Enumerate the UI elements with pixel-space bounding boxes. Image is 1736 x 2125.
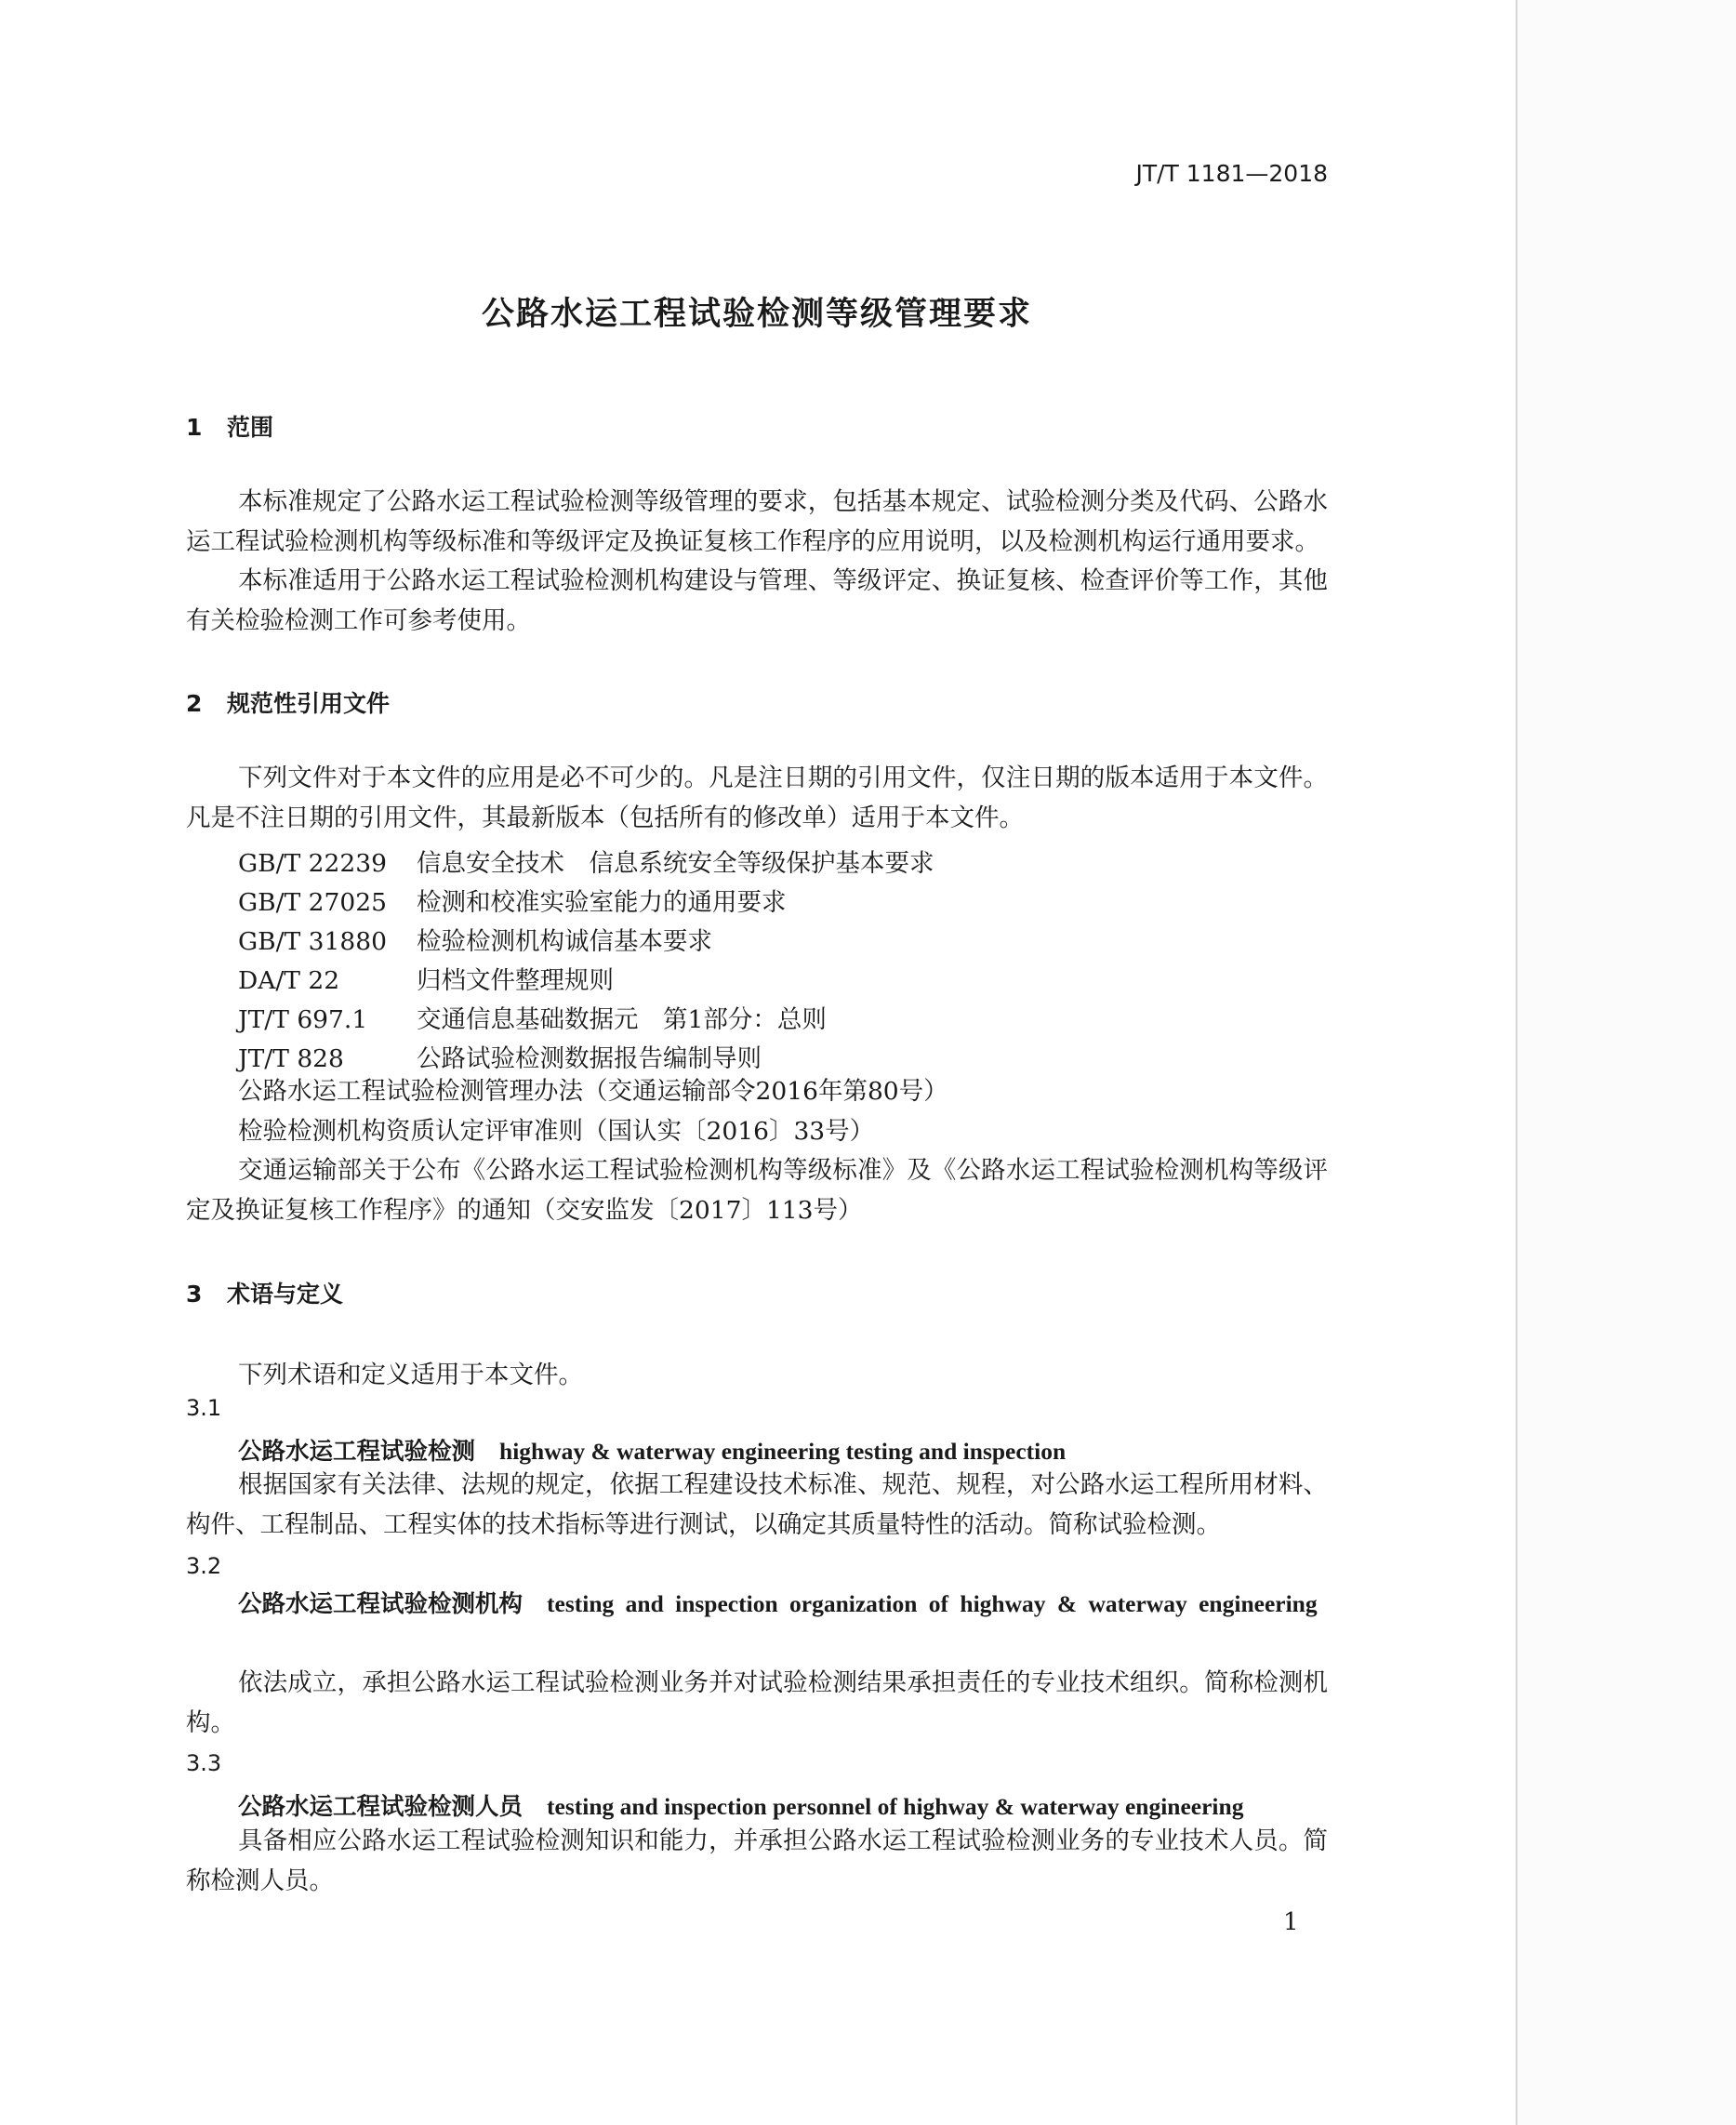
reference-code: GB/T 27025	[238, 888, 387, 917]
reference-code: DA/T 22	[238, 966, 340, 995]
reference-item	[238, 921, 712, 957]
reference-title: 归档文件整理规则	[417, 966, 614, 995]
paragraph: 本标准规定了公路水运工程试验检测等级管理的要求，包括基本规定、试验检测分类及代码、公路水运工程试验检测机构等级标准和等级评定及换证复核工作程序的应用说明，以及检测机构运行通用要求。	[186, 487, 1328, 556]
document-title: 公路水运工程试验检测等级管理要求	[481, 296, 1032, 333]
term-heading	[186, 1585, 1328, 1625]
reference-item	[238, 1038, 762, 1074]
paragraph: 依法成立，承担公路水运工程试验检测业务并对试验检测结果承担责任的专业技术组织。简称检测机构。	[186, 1668, 1328, 1737]
paragraph: 具备相应公路水运工程试验检测知识和能力，并承担公路水运工程试验检测业务的专业技术人员。简称检测人员。	[186, 1826, 1328, 1895]
term-zh: 公路水运工程试验检测人员	[238, 1793, 523, 1821]
page-number: 1	[1283, 1908, 1299, 1936]
reference-code: JT/T 697.1	[238, 1005, 368, 1034]
term-heading	[238, 1788, 1243, 1822]
term-en: testing and inspection personnel of highway & waterway engineering	[547, 1793, 1244, 1820]
reference-code: GB/T 31880	[238, 927, 387, 956]
term-number: 3.2	[186, 1553, 222, 1579]
section-3-title: 术语与定义	[227, 1281, 344, 1308]
term-zh: 公路水运工程试验检测机构	[238, 1590, 523, 1618]
reference-document: 交通运输部关于公布《公路水运工程试验检测机构等级标准》及《公路水运工程试验检测机构等级评定及换证复核工作程序》的通知（交安监发〔2017〕113号）	[186, 1156, 1328, 1225]
section-2-intro	[186, 759, 1328, 838]
reference-code: GB/T 22239	[238, 849, 387, 878]
reference-title: 公路试验检测数据报告编制导则	[417, 1044, 762, 1073]
term-number: 3.3	[186, 1750, 222, 1776]
term-definition	[186, 1664, 1328, 1743]
section-1-heading	[186, 409, 273, 443]
other-references	[186, 1072, 1328, 1230]
paragraph: 根据国家有关法律、法规的规定，依据工程建设技术标准、规范、规程，对公路水运工程所用材料、构件、工程制品、工程实体的技术指标等进行测试，以确定其质量特性的活动。简称试验检测。	[186, 1470, 1328, 1539]
section-1-body	[186, 483, 1328, 641]
section-3-number: 3	[186, 1281, 203, 1308]
section-3-intro: 下列术语和定义适用于本文件。	[238, 1361, 583, 1389]
section-2-heading	[186, 685, 390, 719]
term-zh: 公路水运工程试验检测	[238, 1438, 476, 1466]
reference-title: 检测和校准实验室能力的通用要求	[417, 888, 787, 917]
reference-code: JT/T 828	[238, 1044, 344, 1073]
term-definition	[186, 1822, 1328, 1901]
reference-item	[238, 960, 614, 996]
reference-item	[238, 843, 934, 879]
term-heading	[238, 1433, 1066, 1467]
standard-number: JT/T 1181—2018	[1135, 160, 1328, 187]
paragraph: 下列文件对于本文件的应用是必不可少的。凡是注日期的引用文件，仅注日期的版本适用于本文件。凡是不注日期的引用文件，其最新版本（包括所有的修改单）适用于本文件。	[186, 764, 1328, 832]
page-margin	[1517, 0, 1736, 2125]
reference-title: 信息安全技术 信息系统安全等级保护基本要求	[417, 849, 934, 878]
paragraph: 本标准适用于公路水运工程试验检测机构建设与管理、等级评定、换证复核、检查评价等工作，其他有关检验检测工作可参考使用。	[186, 566, 1328, 635]
section-2-title: 规范性引用文件	[227, 690, 391, 717]
section-2-number: 2	[186, 690, 203, 717]
reference-item	[238, 999, 827, 1035]
term-definition	[186, 1466, 1328, 1545]
reference-title: 检验检测机构诚信基本要求	[417, 927, 712, 956]
term-number: 3.1	[186, 1395, 222, 1421]
reference-item	[238, 882, 787, 918]
reference-document: 检验检测机构资质认定评审准则（国认实〔2016〕33号）	[238, 1116, 875, 1146]
term-en: testing and inspection organization of highway & waterway engineering	[547, 1590, 1318, 1617]
reference-title: 交通信息基础数据元 第1部分：总则	[417, 1005, 827, 1034]
section-3-heading	[186, 1276, 343, 1309]
section-1-title: 范围	[227, 414, 274, 441]
term-en: highway & waterway engineering testing and inspection	[499, 1438, 1067, 1465]
reference-document: 公路水运工程试验检测管理办法（交通运输部令2016年第80号）	[238, 1077, 948, 1106]
section-1-number: 1	[186, 414, 203, 441]
